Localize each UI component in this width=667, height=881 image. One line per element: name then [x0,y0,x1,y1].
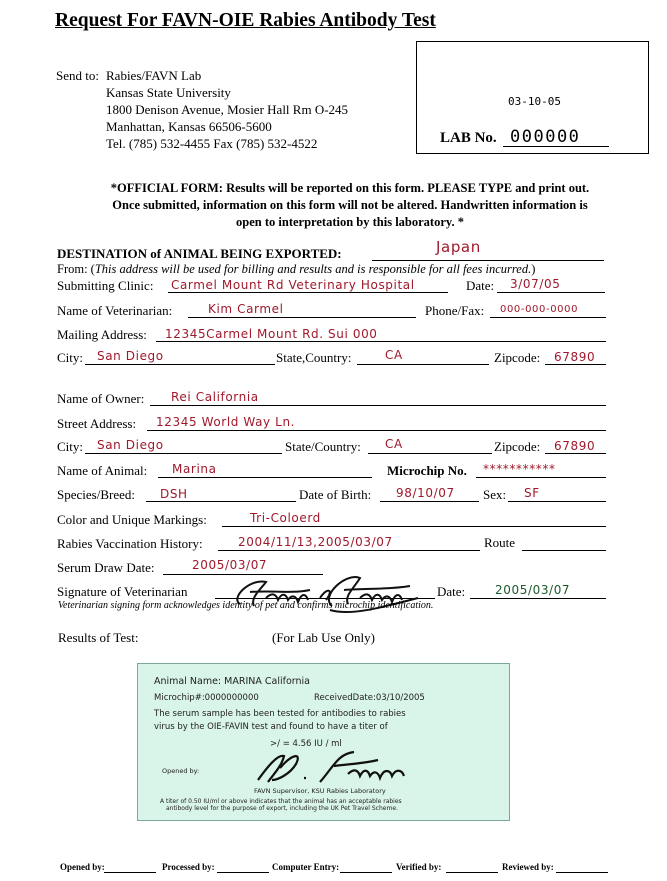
results-label: Results of Test: [58,630,139,645]
send-to-address [106,67,348,152]
owner-value[interactable]: Rei California [171,390,259,404]
notice-line: open to interpretation by this laboratory. * [236,215,464,229]
signature-label: Signature of Veterinarian [57,584,188,599]
stamp-opened-by: Opened by: [162,767,200,775]
stamp-received: ReceivedDate:03/10/2005 [314,693,425,703]
address-line: Rabies/FAVN Lab [106,68,202,83]
street-line [147,430,606,431]
address-line: Manhattan, Kansas 66506-5600 [106,119,272,134]
dob-label: Date of Birth: [299,487,372,502]
clinic-date[interactable]: 3/07/05 [510,277,561,291]
received-date: 03-10-05 [508,95,561,108]
color-value[interactable]: Tri-Coloerd [250,511,321,525]
vet-value[interactable]: Kim Carmel [208,302,284,316]
send-to-label: Send to: [56,68,99,83]
owner-line [150,405,606,406]
city-label: City: [57,350,84,365]
stamp-footer: A titer of 0.50 IU/ml or above indicates that the animal has an acceptable rabies [160,798,402,805]
owner-state-value[interactable]: CA [385,437,403,451]
dob-line [380,501,479,502]
official-notice [60,180,640,231]
clinic-date-label: Date: [466,278,495,293]
footer-line [446,872,498,873]
mailing-line [156,341,606,342]
owner-zip-label: Zipcode: [494,439,541,454]
signature-date[interactable]: 2005/03/07 [495,583,571,597]
address-line: Tel. (785) 532-4455 Fax (785) 532-4522 [106,136,318,151]
footer-computer: Computer Entry: [272,862,340,872]
stamp-titer: >/ = 4.56 IU / ml [270,739,342,749]
animal-label: Name of Animal: [57,463,148,478]
owner-label: Name of Owner: [57,391,145,406]
form-title: Request For FAVN-OIE Rabies Antibody Test [55,10,436,31]
lab-no-label: LAB No. [440,130,497,146]
clinic-value[interactable]: Carmel Mount Rd Veterinary Hospital [171,278,415,292]
address-line: Kansas State University [106,85,231,100]
rabies-value[interactable]: 2004/11/13,2005/03/07 [238,535,393,549]
footer-line [104,872,156,873]
stamp-text: virus by the OIE-FAVIN test and found to have a titer of [154,722,388,732]
footer-verified: Verified by: [396,862,442,872]
results-stamp [137,663,510,821]
street-value[interactable]: 12345 World Way Ln. [156,415,296,429]
notice-line: *OFFICIAL FORM: Results will be reported on this form. PLEASE TYPE and print out. [110,181,590,195]
phone-label: Phone/Fax: [425,303,485,318]
state-value[interactable]: CA [385,348,403,362]
color-label: Color and Unique Markings: [57,512,207,527]
phone-line [490,317,606,318]
signature-date-label: Date: [437,584,466,599]
footer-reviewed: Reviewed by: [502,862,554,872]
owner-state-label: State/Country: [285,439,361,454]
signature-note: Veterinarian signing form acknowledges identity of pet and confirms microchip identification. [58,600,434,611]
state-line [357,364,489,365]
zip-line [545,364,606,365]
species-label: Species/Breed: [57,487,135,502]
vet-label: Name of Veterinarian: [57,303,173,318]
state-label: State,Country: [276,350,352,365]
owner-state-line [368,453,492,454]
signature-date-line [470,598,606,599]
from-note: From: (This address will be used for billing and results and is responsible for all fees incurred.) [57,262,536,276]
chip-value[interactable]: *********** [483,462,556,476]
serum-label: Serum Draw Date: [57,560,155,575]
zip-label: Zipcode: [494,350,541,365]
destination-value[interactable]: Japan [436,238,481,256]
mailing-label: Mailing Address: [57,327,147,342]
clinic-label: Submitting Clinic: [57,278,154,293]
sex-value[interactable]: SF [524,486,540,500]
zip-value[interactable]: 67890 [554,350,596,364]
route-line [522,550,606,551]
stamp-footer: antibody level for the purpose of export, including the UK Pet Travel Scheme. [166,805,398,812]
clinic-line [168,292,448,293]
owner-city-label: City: [57,439,84,454]
vet-line [188,317,416,318]
rabies-line [218,550,480,551]
chip-line [476,477,606,478]
animal-line [158,477,372,478]
destination-label: DESTINATION of ANIMAL BEING EXPORTED: [57,246,342,261]
address-line: 1800 Denison Avenue, Mosier Hall Rm O-245 [106,102,349,117]
owner-zip-line [545,453,606,454]
footer-processed: Processed by: [162,862,215,872]
stamp-supervisor: FAVN Supervisor, KSU Rabies Laboratory [254,787,386,795]
footer-line [556,872,608,873]
lab-use-note: (For Lab Use Only) [272,630,375,645]
mailing-value[interactable]: 12345Carmel Mount Rd. Sui 000 [165,327,378,341]
species-line [146,501,296,502]
owner-city-value[interactable]: San Diego [97,438,164,452]
notice-line: Once submitted, information on this form will not be altered. Handwritten information is [112,198,588,212]
sex-line [508,501,606,502]
rabies-label: Rabies Vaccination History: [57,536,203,551]
street-label: Street Address: [57,416,137,431]
lab-no-value: 000000 [510,127,581,147]
chip-label: Microchip No. [387,463,467,478]
owner-zip-value[interactable]: 67890 [554,439,596,453]
stamp-animal: Animal Name: MARINA California [154,676,310,687]
sex-label: Sex: [483,487,507,502]
supervisor-signature-image [238,746,438,788]
route-label: Route [484,535,516,550]
destination-line [372,260,604,261]
stamp-chip: Microchip#:0000000000 [154,693,259,703]
dob-value[interactable]: 98/10/07 [396,486,455,500]
footer-line [340,872,392,873]
animal-value[interactable]: Marina [172,462,217,476]
footer-line [217,872,269,873]
clinic-date-line [497,292,605,293]
footer-opened: Opened by: [60,862,105,872]
city-value[interactable]: San Diego [97,349,164,363]
owner-city-line [85,453,282,454]
species-value[interactable]: DSH [160,487,188,501]
serum-value[interactable]: 2005/03/07 [192,558,268,572]
city-line [85,364,275,365]
stamp-text: The serum sample has been tested for antibodies to rabies [154,709,406,719]
phone-value[interactable]: 000-000-0000 [500,304,579,315]
color-line [222,526,606,527]
